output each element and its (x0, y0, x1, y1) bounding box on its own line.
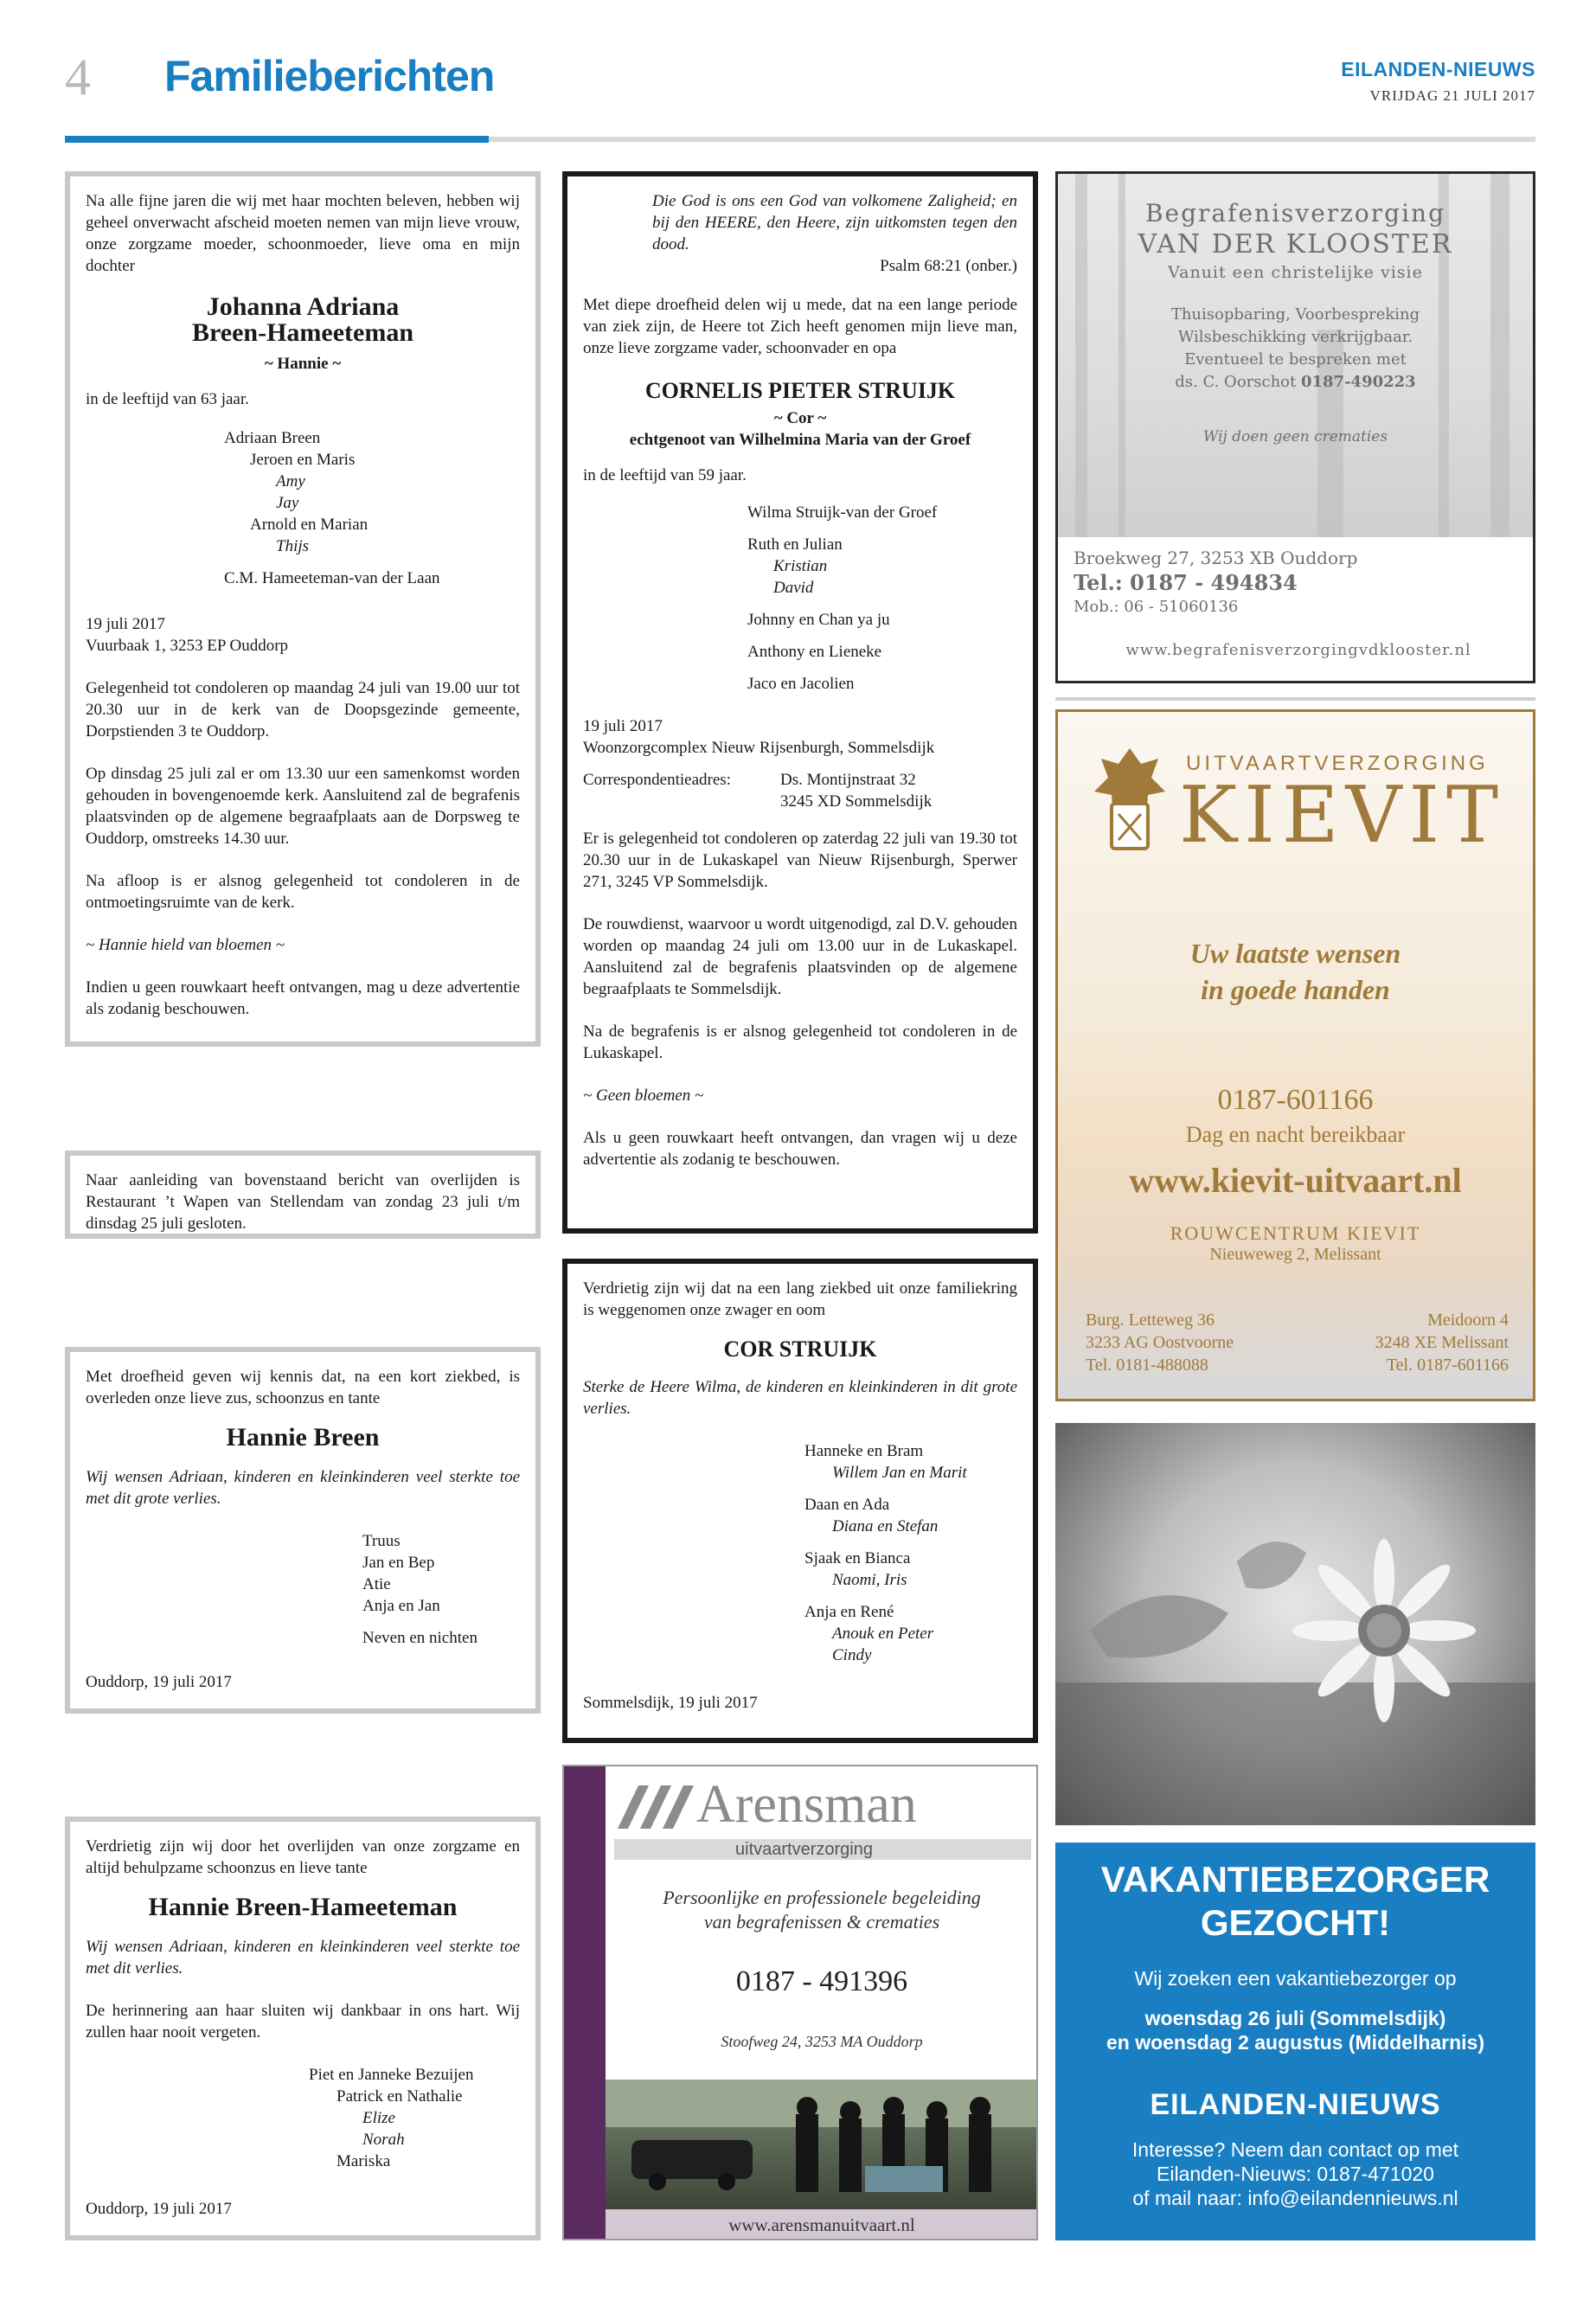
deceased-name: Johanna Adriana (206, 292, 400, 321)
family-list (86, 2064, 520, 2172)
klooster-line: Begrafenisverzorging (1144, 199, 1446, 228)
arensman-logo (614, 1777, 1031, 1837)
family-list (86, 427, 520, 589)
family-member: Truus (362, 1532, 401, 1550)
klooster-line: Thuisopbaring, Voorbespreking (1170, 305, 1420, 324)
deceased-surname: Breen-Hameeteman (191, 318, 414, 347)
correspondence-address (583, 769, 1017, 812)
notice-restaurant-closed (65, 1150, 541, 1239)
klooster-line: Eventueel te bespreken met (1184, 350, 1407, 369)
after-info: Na de begrafenis is er alsnog gelegenheid tot condoleren in de Lukaskapel. (583, 1022, 1017, 1062)
header-rule-grey (489, 137, 1535, 142)
slogan-line: in goede handen (1201, 974, 1390, 1005)
family-member: Wilma Struijk-van der Groef (747, 503, 938, 522)
notice-hannie-breen-hameeteman (65, 1817, 541, 2240)
closure-text: Naar aanleiding van bovenstaand bericht van overlijden is Restaurant ’t Wapen van Stellendam van zondag 23 juli t/m dinsdag 25 juli gesloten. (86, 1171, 520, 1233)
spouse-line: echtgenoot van Wilhelmina Maria van der Groef (629, 431, 971, 449)
ad-kievit (1055, 709, 1535, 1401)
arensman-sub-band (614, 1839, 1031, 1860)
ad-arensman (562, 1765, 1038, 2240)
vacancy-contact: of mail naar: info@eilandennieuws.nl (1132, 2187, 1458, 2209)
notice-intro: Verdrietig zijn wij dat na een lang ziekbed uit onze familiekring is weggenomen onze zwager en oom (583, 1279, 1017, 1319)
header-rule-blue (65, 136, 489, 143)
arensman-slogan (606, 1886, 1038, 1934)
klooster-line: Wij doen geen crematies (1202, 428, 1388, 445)
deceased-name: COR STRUIJK (723, 1336, 877, 1362)
family-member: Anouk en Peter (832, 1625, 934, 1643)
closing-note: Indien u geen rouwkaart heeft ontvangen, mag u deze advertentie als zodanig beschouwen. (86, 978, 520, 1018)
klooster-line: Wilsbeschikking verkrijgbaar. (1177, 328, 1413, 346)
condolence-info: Gelegenheid tot condoleren op maandag 24 juli van 19.00 uur tot 20.30 uur in de kerk van de Doopsgezinde gemeente, Dorpstienden 3 te Ouddorp. (86, 679, 520, 740)
family-member: Mariska (337, 2152, 391, 2170)
kievit-brand: KIEVIT (1179, 770, 1506, 861)
kievit-phone: 0187-601166 (1217, 1084, 1374, 1116)
arensman-sub: uitvaartverzorging (735, 1840, 873, 1859)
ad-van-der-klooster (1055, 171, 1535, 683)
family-member: Ruth en Julian (747, 535, 843, 554)
flowers-note: ~ Geen bloemen ~ (583, 1086, 704, 1105)
klooster-contact-block (1074, 546, 1523, 662)
vacancy-contact: Interesse? Neem dan contact op met (1131, 2138, 1459, 2161)
kievit-location-line: Tel. 0181-488088 (1086, 1356, 1208, 1375)
klooster-contact-phone: 0187-490223 (1300, 373, 1416, 391)
family-member: David (773, 579, 814, 597)
family-member: Daan en Ada (804, 1496, 890, 1514)
family-member: Piet en Janneke Bezuijen (309, 2066, 474, 2084)
klooster-line: Vanuit een christelijke visie (1168, 263, 1423, 282)
issue-date: VRIJDAG 21 JULI 2017 (1369, 87, 1535, 104)
arensman-web-band (606, 2209, 1038, 2240)
family-member: Adriaan Breen (224, 429, 321, 447)
notice-address: Vuurbaak 1, 3253 EP Ouddorp (86, 637, 289, 655)
notice-cornelis-struijk (562, 171, 1038, 1234)
kievit-location-line: Burg. Letteweg 36 (1086, 1311, 1215, 1330)
after-info: Na afloop is er alsnog gelegenheid tot condoleren in de ontmoetingsruimte van de kerk. (86, 872, 520, 912)
family-member: Johnny en Chan ya ju (747, 611, 890, 629)
family-member: Elize (362, 2109, 395, 2127)
deceased-nickname: ~ Cor ~ (773, 409, 827, 427)
place-date: Ouddorp, 19 juli 2017 (86, 1673, 232, 1691)
kievit-crest-icon (1089, 743, 1171, 856)
kievit-center: ROUWCENTRUM KIEVIT (1170, 1222, 1421, 1244)
family-member: Anthony en Lieneke (747, 643, 882, 661)
notice-date: 19 juli 2017 (583, 717, 663, 735)
notice-hannie-breen (65, 1347, 541, 1714)
place-date: Ouddorp, 19 juli 2017 (86, 2200, 232, 2218)
vacancy-text: Wij zoeken een vakantiebezorger op (1134, 1967, 1457, 1990)
kievit-top: UITVAARTVERZORGING (1186, 752, 1489, 775)
kievit-location-right (1375, 1309, 1509, 1376)
closing-note: Als u geen rouwkaart heeft ontvangen, dan vragen wij u deze advertentie als zodanig te beschouwen. (583, 1129, 1017, 1169)
ad-vacancy (1055, 1843, 1535, 2240)
correspondence-line: Ds. Montijnstraat 32 (780, 771, 916, 789)
deceased-name: Hannie Breen-Hameeteman (148, 1893, 458, 1921)
notice-intro: Met diepe droefheid delen wij u mede, dat na een lange periode van ziek zijn, de Heere tot Zich heeft genomen mijn lieve man, onze lieve zorgzame vader, schoonvader en opa (583, 296, 1017, 357)
notice-date: 19 juli 2017 (86, 615, 165, 633)
place-date: Sommelsdijk, 19 juli 2017 (583, 1694, 758, 1712)
klooster-mob: Mob.: 06 - 51060136 (1074, 598, 1239, 616)
masthead-logo: EILANDEN-NIEUWS (1341, 58, 1535, 80)
family-member: Neven en nichten (362, 1629, 478, 1647)
vacancy-date: woensdag 26 juli (Sommelsdijk) (1144, 2007, 1446, 2029)
family-member: Atie (362, 1575, 391, 1593)
family-member: Jay (276, 494, 299, 512)
vacancy-date: en woensdag 2 augustus (Middelharnis) (1106, 2031, 1485, 2054)
deceased-age: in de leeftijd van 63 jaar. (86, 390, 249, 408)
deceased-age: in de leeftijd van 59 jaar. (583, 466, 747, 484)
family-member: Thijs (276, 537, 310, 555)
family-member: Arnold en Marian (250, 516, 369, 534)
kievit-location-line: 3248 XE Melissant (1375, 1333, 1509, 1352)
condolence-info: Er is gelegenheid tot condoleren op zaterdag 22 juli van 19.30 tot 20.30 uur in de Lukaskapel van Nieuw Rijsenburgh, Sperwer 271, 3245 VP Sommelsdijk. (583, 830, 1017, 891)
ad-side-bar (564, 1766, 606, 2239)
slogan-line: Persoonlijke en professionele begeleiding (663, 1887, 981, 1908)
family-member: Kristian (773, 557, 828, 575)
sympathy-wish: Wij wensen Adriaan, kinderen en kleinkinderen veel sterkte toe met dit verlies. (86, 1938, 520, 1977)
correspondence-line: 3245 XD Sommelsdijk (780, 792, 933, 811)
family-list (583, 502, 1017, 695)
klooster-contact: ds. C. Oorschot (1175, 373, 1297, 391)
vacancy-contact: Eilanden-Nieuws: 0187-471020 (1157, 2163, 1434, 2185)
family-list (583, 1440, 1017, 1666)
verse-reference: Psalm 68:21 (onber.) (880, 257, 1017, 275)
family-member: Jan en Bep (362, 1554, 435, 1572)
flowers-note: ~ Hannie hield van bloemen ~ (86, 936, 285, 954)
family-member: Naomi, Iris (832, 1571, 907, 1589)
klooster-address: Broekweg 27, 3253 XB Ouddorp (1074, 548, 1358, 568)
notice-intro: Na alle fijne jaren die wij met haar mochten beleven, hebben wij geheel onverwacht afscheid moeten nemen van mijn lieve vrouw, onze zorgzame moeder, schoonmoeder, lieve oma en mijn dochter (86, 192, 520, 275)
klooster-tel: Tel.: 0187 - 494834 (1074, 570, 1298, 595)
klooster-line (1058, 371, 1533, 394)
arensman-address: Stoofweg 24, 3253 MA Ouddorp (721, 2033, 923, 2050)
sympathy-wish: Sterke de Heere Wilma, de kinderen en kleinkinderen in dit grote verlies. (583, 1378, 1017, 1418)
family-member: Amy (276, 472, 305, 490)
page-number: 4 (65, 48, 91, 106)
klooster-website: www.begrafenisverzorgingvdklooster.nl (1125, 641, 1471, 659)
bible-verse: Die God is ons een God van volkomene Zaligheid; en bij den HEERE, den Heere, zijn uitkomsten tegen den dood. (652, 192, 1017, 253)
deceased-nickname: ~ Hannie ~ (264, 355, 342, 373)
vacancy-title: GEZOCHT! (1200, 1902, 1391, 1943)
service-info: De rouwdienst, waarvoor u wordt uitgenodigd, zal D.V. gehouden worden op maandag 24 juli om 13.00 uur in de Lukaskapel. Aansluitend zal de begrafenis plaatsvinden op de algemene begraafplaats te Sommelsdijk. (583, 915, 1017, 998)
notice-location: Woonzorgcomplex Nieuw Rijsenburgh, Sommelsdijk (583, 739, 935, 757)
funeral-procession-icon (606, 2080, 1038, 2209)
slogan-line: van begrafenissen & crematies (703, 1911, 940, 1932)
hearse-photo (606, 2080, 1038, 2209)
kievit-center-address: Nieuweweg 2, Melissant (1209, 1245, 1381, 1264)
vacancy-title: VAKANTIEBEZORGER (1100, 1859, 1490, 1900)
kievit-website: www.kievit-uitvaart.nl (1129, 1161, 1462, 1200)
notice-intro: Met droefheid geven wij kennis dat, na een kort ziekbed, is overleden onze lieve zus, schoonzus en tante (86, 1368, 520, 1407)
kievit-location-left (1086, 1309, 1234, 1376)
arensman-phone: 0187 - 491396 (735, 1965, 908, 1997)
notice-intro: Verdrietig zijn wij door het overlijden van onze zorgzame en altijd behulpzame schoonzus en lieve tante (86, 1837, 520, 1877)
kievit-location-line: Meidoorn 4 (1427, 1311, 1509, 1330)
daisy-flower-icon (1055, 1423, 1535, 1825)
arensman-brand: Arensman (696, 1775, 917, 1834)
family-member: C.M. Hameeteman-van der Laan (224, 569, 440, 587)
family-list (86, 1530, 520, 1649)
klooster-text (1058, 198, 1533, 445)
family-member: Anja en Jan (362, 1597, 440, 1615)
family-member: Willem Jan en Marit (832, 1464, 967, 1482)
daisy-photo (1055, 1423, 1535, 1825)
family-member: Cindy (832, 1646, 872, 1664)
vacancy-logo: EILANDEN-NIEUWS (1150, 2088, 1441, 2121)
family-member: Diana en Stefan (832, 1517, 939, 1535)
notice-cor-struijk (562, 1259, 1038, 1743)
deceased-name: CORNELIS PIETER STRUIJK (644, 378, 956, 403)
kievit-location-line: Tel. 0187-601166 (1386, 1356, 1509, 1375)
kievit-location-line: 3233 AG Oostvoorne (1086, 1333, 1234, 1352)
kievit-slogan (1058, 935, 1533, 1008)
notice-johanna-breen (65, 171, 541, 1047)
sympathy-wish: Wij wensen Adriaan, kinderen en kleinkinderen veel sterkte toe met dit grote verlies. (86, 1468, 520, 1508)
slogan-line: Uw laatste wensen (1189, 938, 1401, 969)
correspondence-label: Correspondentieadres: (583, 771, 731, 789)
memory-text: De herinnering aan haar sluiten wij dankbaar in ons hart. Wij zullen haar nooit vergeten. (86, 2002, 520, 2041)
kievit-availability: Dag en nacht bereikbaar (1185, 1122, 1406, 1147)
section-title: Familieberichten (164, 52, 495, 100)
separator (1055, 697, 1535, 701)
family-member: Sjaak en Bianca (804, 1549, 911, 1567)
page-header (65, 48, 1535, 147)
arensman-website: www.arensmanuitvaart.nl (728, 2214, 915, 2235)
deceased-name: Hannie Breen (226, 1423, 380, 1452)
klooster-name: VAN DER KLOOSTER (1138, 229, 1453, 260)
family-member: Jeroen en Maris (250, 451, 356, 469)
family-member: Norah (362, 2131, 405, 2149)
service-info: Op dinsdag 25 juli zal er om 13.30 uur een samenkomst worden gehouden in bovengenoemde kerk. Aansluitend zal de begrafenis plaatsvinden op de algemene begraafplaats aan de Dorpsweg te Ouddorp, omstreeks 14.30 uur. (86, 765, 520, 848)
family-member: Hanneke en Bram (804, 1442, 924, 1460)
family-member: Anja en René (804, 1603, 894, 1621)
family-member: Jaco en Jacolien (747, 675, 855, 693)
family-member: Patrick en Nathalie (337, 2087, 463, 2106)
